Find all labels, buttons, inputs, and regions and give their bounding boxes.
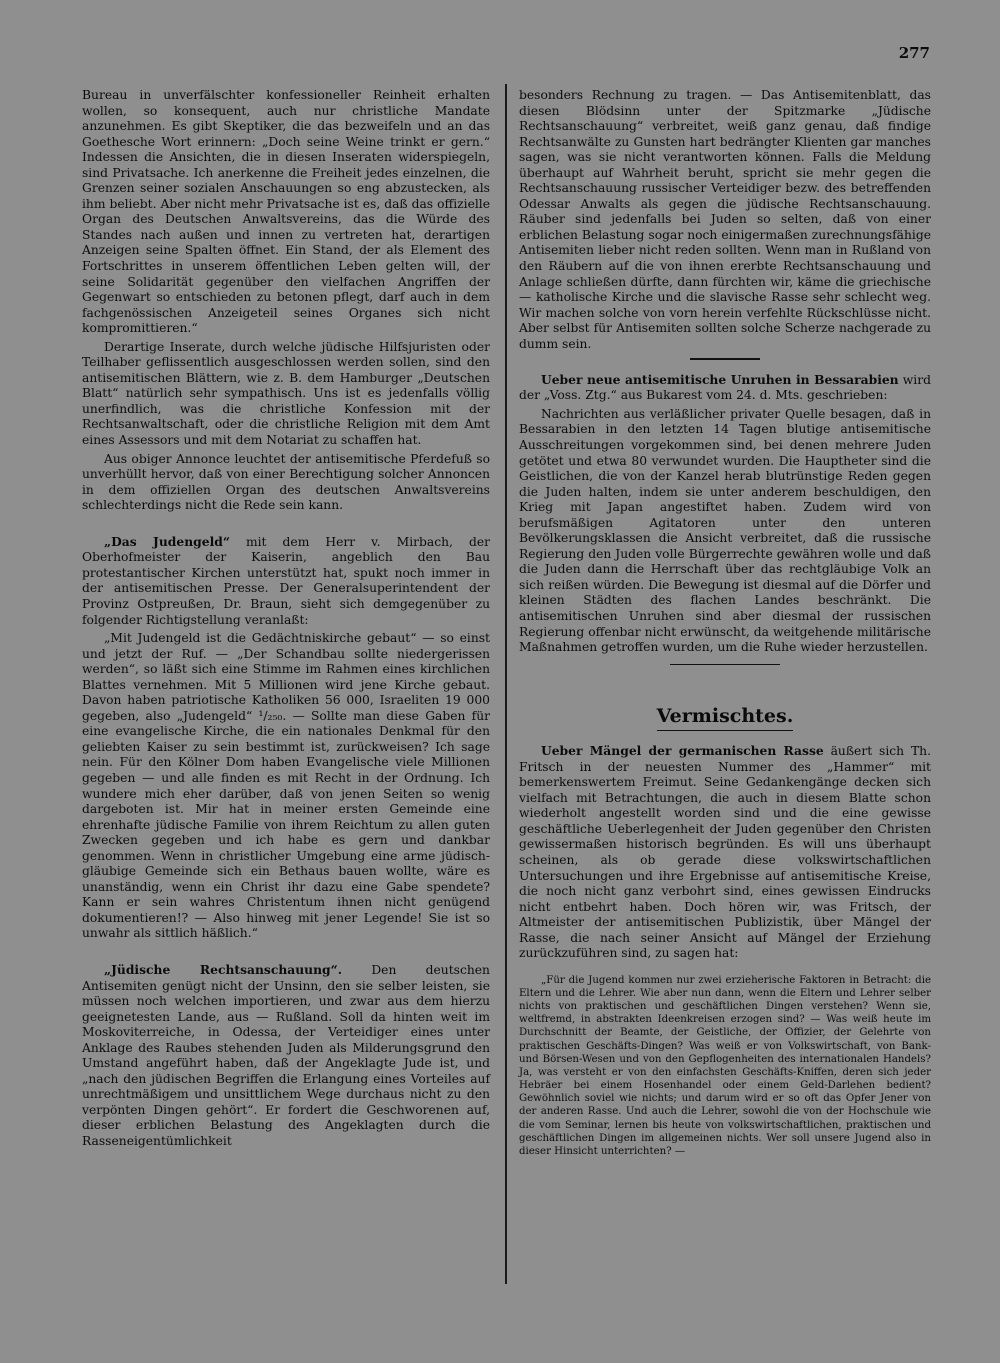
right-column — [519, 88, 931, 1158]
bessarabien-article — [519, 372, 931, 404]
bessarabien-intro: wird der „Voss. Ztg.“ aus Bukarest vom 24. d. Mts. geschrieben: — [519, 372, 931, 403]
bessarabien-heading: Ueber neue antisemitische Unruhen in Bessarabien — [541, 371, 899, 387]
judengeld-article — [82, 534, 490, 628]
rasse-heading: Ueber Mängel der germanischen Rasse — [541, 743, 824, 759]
judengeld-quote: „Mit Judengeld ist die Gedächtniskirche gebaut“ — so einst und jetzt der Ruf. — „Der Schandbau sollte niedergerissen werden“, so läßt sich eine Stimme im Rahmen eines kirchlichen Blattes vernehmen. Mit 5 Millionen wird jene Kirche gebaut. Davon haben patriotische Katholiken 56 000, Israeliten 19 000 gegeben, also „Judengeld“ ¹/₂₅₀. — Sollte man diese Gaben für eine evangelische Kirche, die ein nationales Denkmal für den geliebten Kaiser zu sein bestimmt ist, zurückweisen? Ich sage nein. Für den Kölner Dom haben Evangelische viele Millionen gegeben — und alle finden es mit Recht in der Ordnung. Ich wundere mich eher darüber, daß von jenen Seiten so wenig dargeboten ist. Mir hat in meiner ersten Gemeinde eine ehrenhafte jüdische Familie von ihrem Reichtum zu allen guten Zwecken gegeben und ich habe es gern und dankbar genommen. Wenn in christlicher Umgebung eine arme jüdisch-gläubige Gemeinde sich ein Bethaus bauen wollte, wäre es unanständig, wenn ein Christ ihr dazu eine Gabe spendete? Kann er sein wahres Christentum ihnen nicht genügend dokumentieren!? — Also hinweg mit jener Legende! Sie ist so unwahr als sittlich häßlich.“ — [82, 631, 490, 941]
rechtsanschauung-heading: „Jüdische Rechtsanschauung“. — [104, 961, 343, 977]
section-title: Vermischtes. — [657, 705, 794, 731]
judengeld-heading: „Das Judengeld“ — [104, 533, 230, 549]
left-column — [82, 88, 490, 1150]
section-separator — [670, 664, 780, 666]
left-paragraph-2: Derartige Inserate, durch welche jüdische Hilfsjuristen oder Teilhaber geflissentlich ausgeschlossen werden sollen, sind den antisemitischen Blättern, wie z. B. dem Hamburger „Deutschen Blatt“ natürlich sehr sympathisch. Uns ist es jedenfalls völlig unerfindlich, was die christliche Konfession mit der Rechtsanwaltschaft, oder die christliche Religion mit dem Amt eines Assessors und mit dem Notariat zu schaffen hat. — [82, 339, 490, 448]
page-number: 277 — [898, 44, 930, 62]
right-paragraph-1: besonders Rechnung zu tragen. — Das Antisemitenblatt, das diesen Blödsinn unter der Spitzmarke „Jüdische Rechtsanschauung“ verbreitet, weiß ganz genau, daß findige Rechtsanwälte zu Gunsten hart bedrängter Klienten gar manches sagen, was sie nicht verantworten können. Falls die Meldung überhaupt auf Wahrheit beruht, spricht sie mehr gegen die Rechtsanschauung russischer Verteidiger bezw. des betreffenden Odessar Anwalts als gegen die jüdische Rechtsanschauung. Räuber sind jedenfalls bei Juden so selten, daß von einer erblichen Belastung sogar noch einigermaßen zurechnungsfähige Antisemiten lieber nicht reden sollten. Wenn man in Rußland von den Räubern auf die von ihnen ererbte Rechtsanschauung und Anlage schließen dürfte, dann fürchten wir, käme die griechische — katholische Kirche und die slavische Rasse sehr schlecht weg. Wir machen solche von vorn herein verfehlte Rückschlüsse nicht. Aber selbst für Antisemiten sollten solche Scherze nachgerade zu dumm sein. — [519, 88, 931, 351]
rechtsanschauung-text: Den deutschen Antisemiten genügt nicht der Unsinn, den sie selber leisten, sie müssen noch welchen importieren, und zwar aus dem hierzu geeignetesten Lande, aus — Rußland. Soll da hinten weit im Moskoviterreiche, in Odessa, der Verteidiger eines unter Anklage des Raubes stehenden Juden als Milderungsgrund den Umstand angeführt haben, daß der Angeklagte Jude ist, und „nach den jüdischen Begriffen die Erlangung eines Vorteiles auf unrechtmäßigem und unsittlichem Wege durchaus nicht zu den verpönten Dingen gehört“. Er fordert die Geschworenen auf, dieser erblichen Belastung des Angeklagten durch die Rasseneigentümlichkeit — [82, 962, 490, 1148]
rechtsanschauung-article — [82, 962, 490, 1150]
judengeld-text: mit dem Herr v. Mirbach, der Oberhofmeister der Kaiserin, angeblich den Bau protestantischer Kirchen unterstützt hat, spukt noch immer in der antisemitischen Presse. Der Generalsuperintendent der Provinz Ostpreußen, Dr. Braun, sieht sich demgegenüber zu folgender Richtigstellung veranlaßt: — [82, 534, 490, 627]
rasse-text: äußert sich Th. Fritsch in der neuesten Nummer des „Hammer“ mit bemerkenswertem Freimut. Seine Gedankengänge decken sich vielfach mit Betrachtungen, die auch in diesem Blatte schon wiederholt angestellt worden sind und die eine gewisse geschäftliche Ueberlegenheit der Juden gegenüber den Christen gewissermaßen historisch begründen. Es will uns überhaupt scheinen, als ob gerade diese volkswirtschaftlichen Untersuchungen und ihre Ergebnisse auf antisemitische Kreise, die noch nicht ganz verbohrt sind, eines gewissen Eindrucks nicht entbehrt haben. Doch hören wir, was Fritsch, der Altmeister der antisemitischen Publizistik, über Mängel der Rasse, die nach seiner Ansicht auf Mängel der Erziehung zurückzuführen sind, zu sagen hat: — [519, 744, 931, 961]
section-heading — [519, 705, 931, 731]
left-paragraph-1: Bureau in unverfälschter konfessioneller Reinheit erhalten wollen, so konsequent, auch nur christliche Mandate anzunehmen. Es gibt Skeptiker, die das bezweifeln und an das Goethesche Wort erinnern: „Doch seine Weine trinkt er gern.“ Indessen die Ansichten, die in diesen Inseraten widerspiegeln, sind Privatsache. Ich anerkenne die Freiheit jedes einzelnen, die Grenzen seiner sozialen Anschauungen so eng abzustecken, als ihm beliebt. Aber nicht mehr Privatsache ist es, daß das offizielle Organ des Deutschen Anwaltsvereins, das die Würde des Standes nach außen und innen zu vertreten hat, derartigen Anzeigen seine Spalten öffnet. Ein Stand, der als Element des Fortschrittes in unserem öffentlichen Leben gelten will, der seine Solidarität gegenüber den vielfachen Angriffen der Gegenwart so entschieden zu betonen pflegt, darf auch in dem fachgenössischen Anzeigeteil seines Organes sich nicht kompromittieren.“ — [82, 88, 490, 336]
left-paragraph-3: Aus obiger Annonce leuchtet der antisemitische Pferdefuß so unverhüllt hervor, daß von einer Berechtigung solcher Annoncen in dem offiziellen Organ des deutschen Anwaltsvereins schlechterdings nicht die Rede sein kann. — [82, 451, 490, 513]
bessarabien-report: Nachrichten aus verläßlicher privater Quelle besagen, daß in Bessarabien in den letzten 14 Tagen blutige antisemitische Ausschreitungen vorgekommen sind, bei denen mehrere Juden getötet und etwa 80 verwundet wurden. Die Hauptheter sind die Geistlichen, die von der Kanzel herab blutrünstige Reden gegen die Juden halten, indem sie unter anderem beschuldigen, den Krieg mit Japan angestiftet haben. Zudem wird von berufsmäßigen Agitatoren unter den unteren Bevölkerungsklassen die Ansicht verbreitet, daß die russische Regierung den Juden volle Bürgerrechte gewähren wolle und daß die Juden dann die Herrschaft über das rechtgläubige Volk an sich reißen würden. Die Bewegung ist diesmal auf die Dörfer und kleinen Städten des flachen Landes beschränkt. Die antisemitischen Unruhen sind aber diesmal der russischen Regierung offenbar nicht erwünscht, da weitgehende militärische Maßnahmen getroffen wurden, um die Ruhe wieder herzustellen. — [519, 406, 931, 655]
article-separator — [690, 358, 760, 360]
fritsch-quote: „Für die Jugend kommen nur zwei erzieherische Faktoren in Betracht: die Eltern und die Lehrer. Wie aber nun dann, wenn die Eltern und Lehrer selber nichts von praktischen und geschäftlichen Dingen verstehen? Wenn sie, weltfremd, in abstrakten Ideenkreisen erzogen sind? — Was weiß heute im Durchschnitt der Beamte, der Geistliche, der Offizier, der Gelehrte von praktischen Geschäfts-Dingen? Was weiß er von Volkswirtschaft, von Bank- und Börsen-Wesen und von den Gepflogenheiten des internationalen Handels? Ja, was versteht er von den einfachsten Geschäfts-Kniffen, deren sich jeder Hebräer bei einem Hosenhandel oder einem Geld-Darlehen bedient? Gewöhnlich soviel wie nichts; und darum wird er so oft das Opfer Jener von der anderen Rasse. Und auch die Lehrer, sowohl die von der Hochschule wie die vom Seminar, lernen bis heute von volkswirtschaftlichen, praktischen und geschäftlichen Dingen im allgemeinen nichts. Wer soll unsere Jugend also in dieser Hinsicht unterrichten? — — [519, 974, 931, 1157]
rasse-article — [519, 743, 931, 962]
column-divider — [505, 84, 507, 1284]
